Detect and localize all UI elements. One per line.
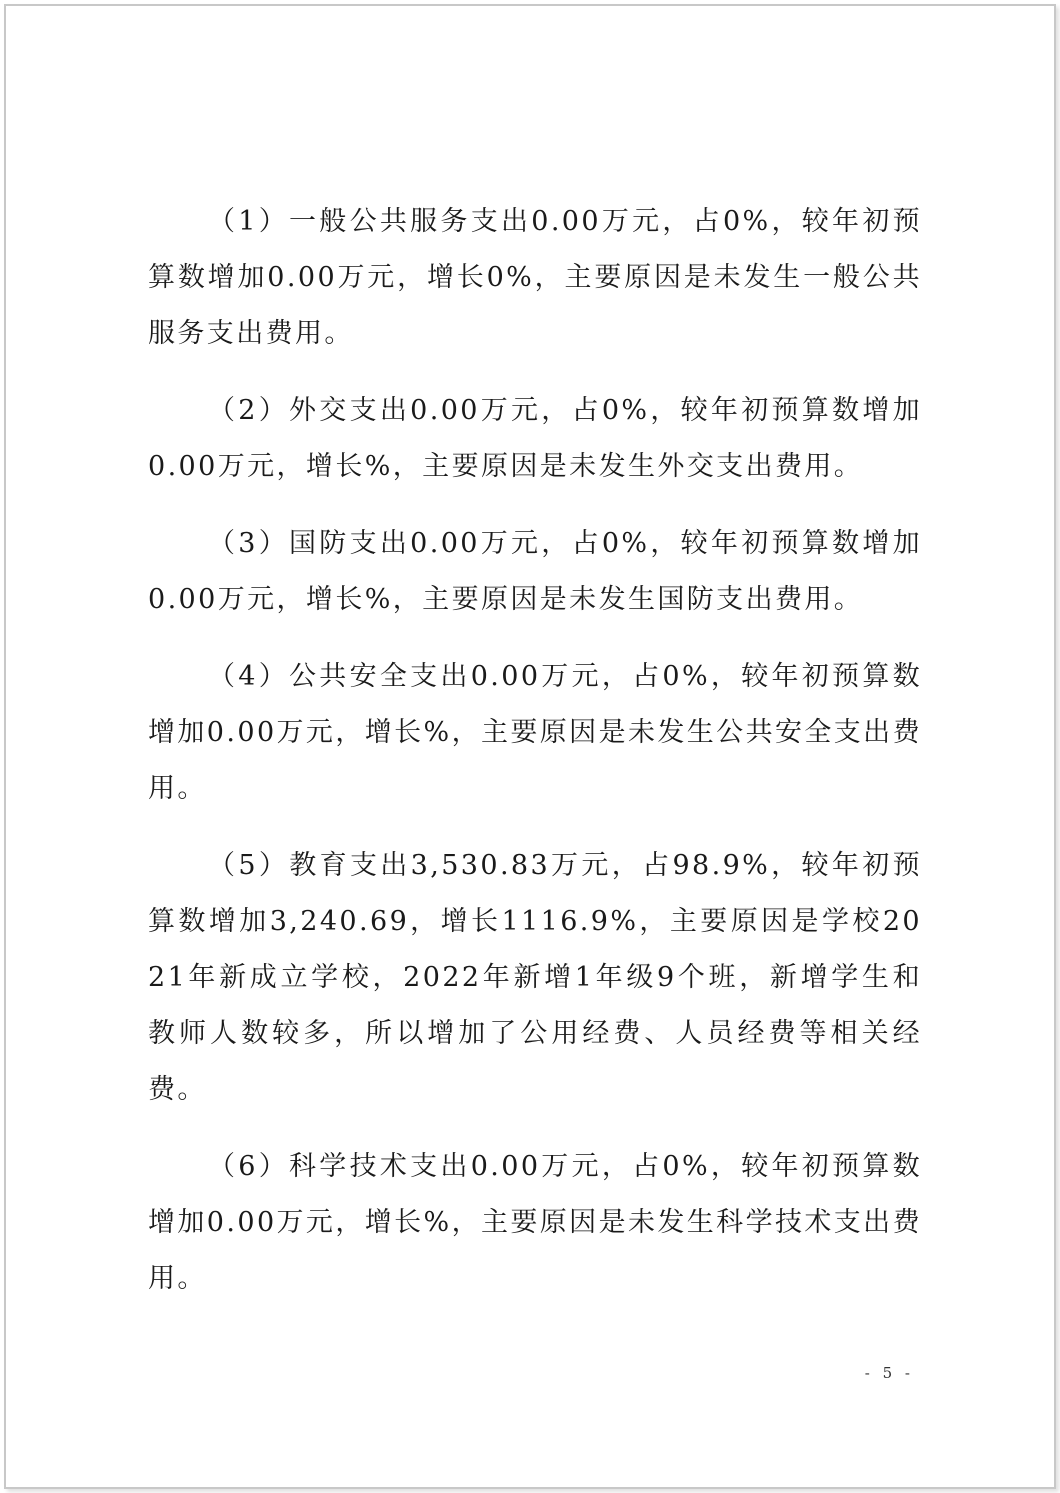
document-body xyxy=(148,194,922,1307)
paragraph-general-public-services: （1）一般公共服务支出0.00万元，占0%，较年初预算数增加0.00万元，增长0%，主要原因是未发生一般公共服务支出费用。 xyxy=(148,206,922,349)
paragraph-foreign-affairs: （2）外交支出0.00万元，占0%，较年初预算数增加0.00万元，增长%，主要原因是未发生外交支出费用。 xyxy=(148,395,922,482)
page-number: - 5 - xyxy=(864,1364,914,1382)
document-page xyxy=(4,4,1056,1489)
paragraph-education: （5）教育支出3,530.83万元，占98.9%，较年初预算数增加3,240.69，增长1116.9%，主要原因是学校2021年新成立学校，2022年新增1年级9个班，新增学生和教师人数较多，所以增加了公用经费、人员经费等相关经费。 xyxy=(148,850,922,1105)
paragraph-science-technology: （6）科学技术支出0.00万元，占0%，较年初预算数增加0.00万元，增长%，主要原因是未发生科学技术支出费用。 xyxy=(148,1151,922,1294)
paragraph-public-security: （4）公共安全支出0.00万元，占0%，较年初预算数增加0.00万元，增长%，主要原因是未发生公共安全支出费用。 xyxy=(148,661,922,804)
paragraph-national-defense: （3）国防支出0.00万元，占0%，较年初预算数增加0.00万元，增长%，主要原因是未发生国防支出费用。 xyxy=(148,528,922,615)
